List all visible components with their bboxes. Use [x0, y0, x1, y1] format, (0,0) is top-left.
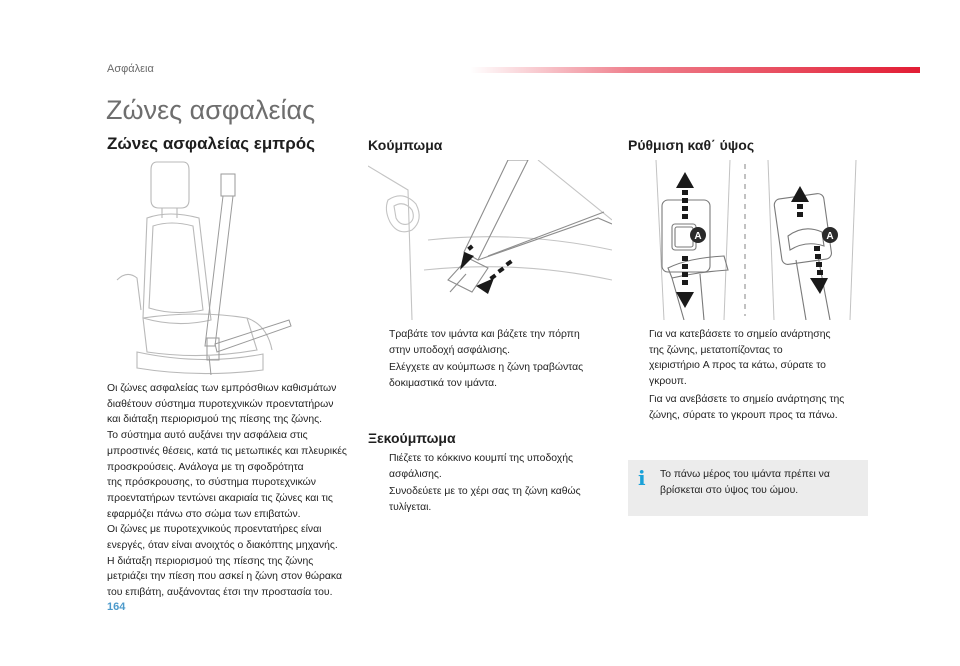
fasten-instructions — [368, 327, 618, 394]
page-title: Ζώνες ασφαλείας — [106, 95, 316, 125]
info-text: Το πάνω μέρος του ιμάντα πρέπει να βρίσκεται στο ύψος του ώμου. — [660, 469, 830, 496]
info-icon: i — [638, 466, 646, 490]
height-adjust-illustration — [628, 160, 870, 320]
fasten-heading: Κούμπωμα — [368, 137, 443, 153]
label-a-right: A — [826, 231, 834, 242]
height-adjust-heading: Ρύθμιση καθ΄ ύψος — [628, 137, 755, 153]
list-item: Για να κατεβάσετε το σημείο ανάρτησης της ζώνης, μετατοπίζοντας το χειριστήριο A προς τα κάτω, σύρατε το γκρουπ. — [649, 329, 831, 388]
front-belts-heading: Ζώνες ασφαλείας εμπρός — [107, 134, 316, 153]
header-section-label: Ασφάλεια — [107, 63, 154, 75]
height-adjust-instructions — [628, 327, 878, 425]
list-item: Συνοδεύετε με το χέρι σας τη ζώνη καθώς τυλίγεται. — [389, 486, 581, 514]
page-number: 164 — [107, 601, 126, 613]
seat-belt-illustration — [107, 160, 354, 378]
list-item: Πιέζετε το κόκκινο κουμπί της υποδοχής ασφάλισης. — [389, 453, 573, 480]
info-box — [628, 460, 868, 516]
label-a-left: A — [694, 231, 702, 242]
buckle-illustration — [368, 160, 612, 320]
list-item: Ελέγχετε αν κούμπωσε η ζώνη τραβώντας δοκιμαστικά τον ιμάντα. — [389, 362, 584, 390]
front-belts-paragraph: Οι ζώνες ασφαλείας των εμπρόσθιων καθισμάτων διαθέτουν σύστημα πυροτεχνικών προεντατήρων και διάταξη περιορισμού της πίεσης της ζώνης. Το σύστημα αυτό αυξάνει την ασφάλεια στις μπροστινές θέσεις, κατά τις μετωπικές και πλευρικές προσκρούσεις. Ανάλογα με τη σφοδρότητα της πρόσκρουσης, το σύστημα πυροτεχνικών προεντατήρων τεντώνει ακαριαία τις ζώνες και τις εφαρμόζει πάνω στο σώμα των επιβατών. Οι ζώνες με πυροτεχνικούς προεντατήρες είναι ενεργές, όταν είναι ανοιχτός ο διακόπτης μηχανής. Η διάταξη περιορισμού της πίεσης της ζώνης μετριάζει την πίεση που ασκεί η ζώνη στον θώρακα του επιβάτη, αυξάνοντας έτσι την προστασία του. — [107, 383, 347, 599]
unfasten-heading: Ξεκούμπωμα — [368, 430, 456, 446]
list-item: Τραβάτε τον ιμάντα και βάζετε την πόρπη στην υποδοχή ασφάλισης. — [389, 329, 580, 356]
header-accent-bar — [470, 67, 920, 73]
unfasten-instructions — [368, 451, 618, 518]
list-item: Για να ανεβάσετε το σημείο ανάρτησης της ζώνης, σύρατε το γκρουπ προς τα πάνω. — [649, 393, 845, 421]
